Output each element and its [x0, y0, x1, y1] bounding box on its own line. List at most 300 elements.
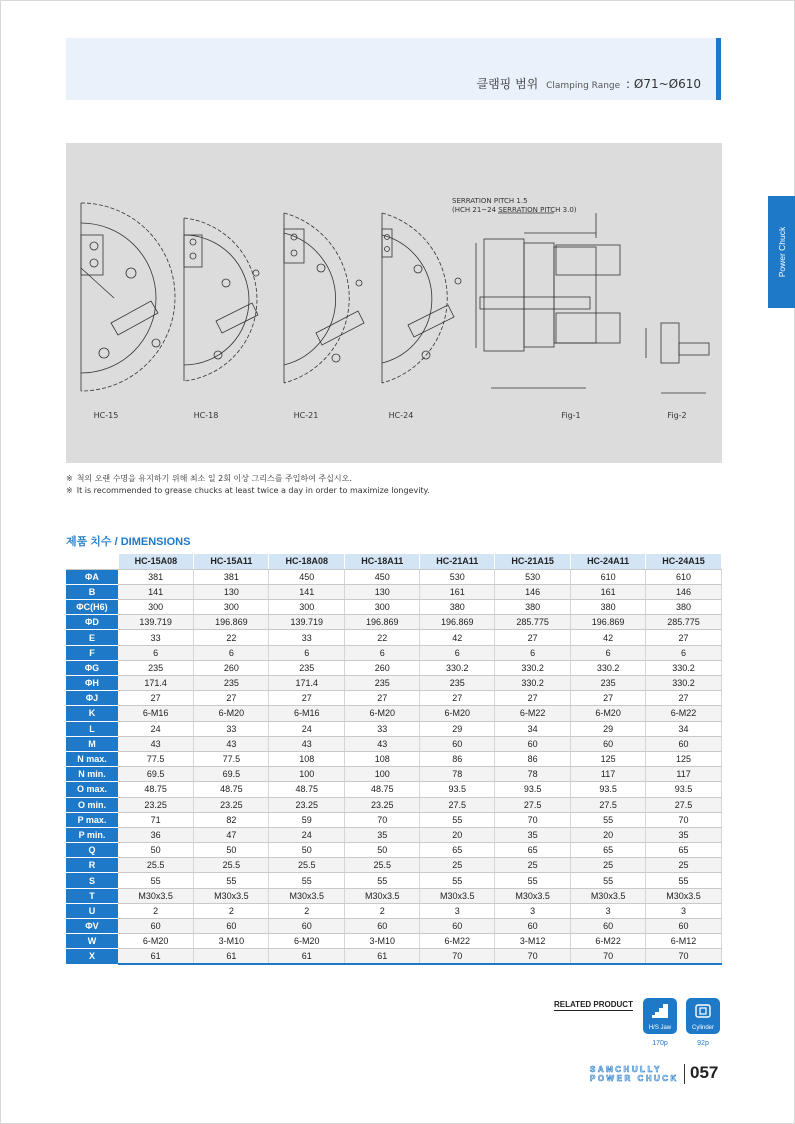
table-cell: 43: [118, 736, 194, 751]
table-cell: 300: [345, 600, 420, 615]
table-cell: 61: [345, 949, 420, 964]
table-cell: 2: [269, 903, 345, 918]
table-cell: 55: [420, 873, 495, 888]
drawing-hc18: [184, 218, 259, 381]
table-row: [66, 691, 722, 706]
table-cell: 60: [194, 919, 269, 934]
table-cell: 171.4: [118, 676, 194, 691]
table-cell: 3: [495, 903, 571, 918]
table-cell: 60: [118, 919, 194, 934]
related-cylinder-label: Cylinder: [691, 1025, 714, 1031]
table-cell: 22: [345, 630, 420, 645]
table-cell: 6-M22: [646, 706, 722, 721]
table-cell: M30x3.5: [571, 888, 646, 903]
table-cell: 260: [345, 660, 420, 675]
table-cell: 2: [194, 903, 269, 918]
row-label: T: [66, 888, 118, 903]
table-cell: 50: [345, 843, 420, 858]
row-label: N min.: [66, 767, 118, 782]
table-cell: 6-M12: [646, 934, 722, 949]
table-cell: 78: [495, 767, 571, 782]
row-label: K: [66, 706, 118, 721]
table-cell: 61: [269, 949, 345, 964]
table-row: [66, 873, 722, 888]
table-corner-cell: [66, 554, 118, 569]
table-row: [66, 782, 722, 797]
table-cell: M30x3.5: [420, 888, 495, 903]
table-cell: 146: [646, 584, 722, 599]
table-cell: 22: [194, 630, 269, 645]
table-cell: 55: [495, 873, 571, 888]
table-cell: 43: [269, 736, 345, 751]
table-cell: 117: [646, 767, 722, 782]
table-cell: 33: [194, 721, 269, 736]
table-cell: 100: [345, 767, 420, 782]
technical-drawings: [66, 143, 722, 463]
table-cell: 27: [571, 691, 646, 706]
table-cell: 70: [646, 812, 722, 827]
table-cell: M30x3.5: [194, 888, 269, 903]
related-hs-jaw-page[interactable]: 170p: [652, 1040, 668, 1047]
table-cell: 6: [194, 645, 269, 660]
table-cell: 3: [420, 903, 495, 918]
table-cell: 3-M10: [194, 934, 269, 949]
table-cell: 6-M22: [420, 934, 495, 949]
table-cell: 77.5: [118, 751, 194, 766]
table-cell: 35: [495, 827, 571, 842]
table-cell: M30x3.5: [269, 888, 345, 903]
table-cell: 235: [269, 660, 345, 675]
table-cell: 381: [118, 569, 194, 584]
table-cell: 25: [571, 858, 646, 873]
table-cell: 27.5: [571, 797, 646, 812]
table-cell: 60: [571, 736, 646, 751]
table-cell: 161: [420, 584, 495, 599]
table-row: [66, 569, 722, 584]
caption-fig1: Fig-1: [561, 411, 581, 420]
table-cell: 25.5: [345, 858, 420, 873]
table-cell: 330.2: [420, 660, 495, 675]
stairs-icon: [651, 1003, 669, 1019]
table-cell: 33: [345, 721, 420, 736]
table-header-row: [66, 554, 722, 569]
table-row: [66, 676, 722, 691]
table-cell: 610: [571, 569, 646, 584]
table-cell: 381: [194, 569, 269, 584]
table-cell: 69.5: [118, 767, 194, 782]
row-label: X: [66, 949, 118, 964]
table-cell: 235: [345, 676, 420, 691]
table-cell: 60: [420, 736, 495, 751]
table-cell: 171.4: [269, 676, 345, 691]
table-row: [66, 858, 722, 873]
table-row: [66, 903, 722, 918]
table-cell: 108: [269, 751, 345, 766]
table-cell: 25.5: [118, 858, 194, 873]
table-cell: M30x3.5: [646, 888, 722, 903]
row-label: U: [66, 903, 118, 918]
row-label: M: [66, 736, 118, 751]
table-cell: 36: [118, 827, 194, 842]
row-label: O max.: [66, 782, 118, 797]
table-cell: 130: [194, 584, 269, 599]
table-row: [66, 660, 722, 675]
table-cell: 27: [646, 630, 722, 645]
column-header: HC-24A15: [646, 554, 722, 569]
table-cell: 33: [118, 630, 194, 645]
table-cell: 139.719: [269, 615, 345, 630]
header-accent-bar: [716, 38, 721, 100]
table-cell: 48.75: [118, 782, 194, 797]
dimensions-table: [66, 554, 722, 965]
dimensions-title: 제품 치수 / DIMENSIONS: [66, 536, 191, 548]
caption-hc15: HC-15: [93, 411, 119, 420]
table-cell: 25.5: [194, 858, 269, 873]
table-cell: 6: [118, 645, 194, 660]
table-cell: 530: [420, 569, 495, 584]
related-hs-jaw-label: H/S Jaw: [648, 1025, 672, 1031]
table-cell: 60: [495, 736, 571, 751]
table-cell: 380: [646, 600, 722, 615]
caption-hc21: HC-21: [293, 411, 319, 420]
table-cell: 300: [269, 600, 345, 615]
drawing-fig2: [646, 323, 709, 393]
table-row: [66, 767, 722, 782]
table-cell: 380: [571, 600, 646, 615]
table-cell: 23.25: [118, 797, 194, 812]
footer-divider: [684, 1064, 685, 1084]
caption-hc18: HC-18: [193, 411, 219, 420]
related-product-label: RELATED PRODUCT: [554, 1000, 633, 1009]
row-label: ΦV: [66, 919, 118, 934]
table-cell: 450: [345, 569, 420, 584]
table-cell: 33: [269, 630, 345, 645]
table-cell: 260: [194, 660, 269, 675]
table-cell: 55: [269, 873, 345, 888]
table-cell: 60: [646, 736, 722, 751]
table-cell: 93.5: [646, 782, 722, 797]
caption-fig2: Fig-2: [667, 411, 687, 420]
table-row: [66, 584, 722, 599]
table-cell: 27: [646, 691, 722, 706]
table-cell: 6-M20: [571, 706, 646, 721]
table-cell: 141: [269, 584, 345, 599]
drawing-hc24: [382, 213, 461, 383]
table-cell: 78: [420, 767, 495, 782]
table-cell: 70: [646, 949, 722, 964]
table-row: [66, 797, 722, 812]
table-cell: 6-M16: [118, 706, 194, 721]
table-cell: 100: [269, 767, 345, 782]
table-cell: 146: [495, 584, 571, 599]
table-cell: 235: [420, 676, 495, 691]
table-cell: 93.5: [571, 782, 646, 797]
table-cell: 77.5: [194, 751, 269, 766]
table-cell: 380: [495, 600, 571, 615]
related-hs-jaw-button[interactable]: [643, 998, 677, 1034]
table-cell: 27: [118, 691, 194, 706]
table-cell: M30x3.5: [495, 888, 571, 903]
table-cell: 300: [118, 600, 194, 615]
table-cell: 48.75: [345, 782, 420, 797]
table-cell: M30x3.5: [118, 888, 194, 903]
row-label: W: [66, 934, 118, 949]
table-cell: 93.5: [420, 782, 495, 797]
table-cell: 55: [194, 873, 269, 888]
column-header: HC-15A08: [118, 554, 194, 569]
grease-notes: [66, 473, 430, 497]
table-row: [66, 888, 722, 903]
table-cell: 530: [495, 569, 571, 584]
table-cell: 196.869: [345, 615, 420, 630]
table-cell: 380: [420, 600, 495, 615]
table-cell: 65: [420, 843, 495, 858]
table-cell: 6: [646, 645, 722, 660]
table-cell: 43: [194, 736, 269, 751]
caption-hc24: HC-24: [388, 411, 414, 420]
table-row: [66, 721, 722, 736]
table-cell: 35: [345, 827, 420, 842]
table-row: [66, 827, 722, 842]
clamping-range-title-ko: 클램핑 범위: [476, 77, 539, 91]
table-cell: 161: [571, 584, 646, 599]
table-cell: 6-M20: [194, 706, 269, 721]
table-cell: 3: [571, 903, 646, 918]
table-cell: 69.5: [194, 767, 269, 782]
table-cell: 23.25: [345, 797, 420, 812]
table-cell: 196.869: [571, 615, 646, 630]
table-cell: 25: [495, 858, 571, 873]
table-cell: 6-M20: [269, 934, 345, 949]
table-row: [66, 706, 722, 721]
table-cell: 196.869: [420, 615, 495, 630]
table-cell: 25: [420, 858, 495, 873]
row-label: ΦA: [66, 569, 118, 584]
column-header: HC-21A15: [495, 554, 571, 569]
table-cell: 93.5: [495, 782, 571, 797]
table-cell: 6-M20: [118, 934, 194, 949]
clamping-range-heading: [476, 75, 701, 92]
row-label: ΦH: [66, 676, 118, 691]
row-label: E: [66, 630, 118, 645]
table-cell: 29: [571, 721, 646, 736]
table-cell: 285.775: [495, 615, 571, 630]
row-label: B: [66, 584, 118, 599]
table-cell: 108: [345, 751, 420, 766]
row-label: L: [66, 721, 118, 736]
table-cell: 196.869: [194, 615, 269, 630]
table-cell: 610: [646, 569, 722, 584]
table-cell: 70: [571, 949, 646, 964]
table-cell: 6-M20: [345, 706, 420, 721]
table-row: [66, 843, 722, 858]
table-cell: 6: [345, 645, 420, 660]
table-cell: 23.25: [269, 797, 345, 812]
table-row: [66, 736, 722, 751]
table-cell: 3: [646, 903, 722, 918]
table-cell: 82: [194, 812, 269, 827]
table-cell: 27: [345, 691, 420, 706]
table-cell: 42: [571, 630, 646, 645]
table-cell: 55: [646, 873, 722, 888]
table-cell: 27.5: [646, 797, 722, 812]
table-cell: 42: [420, 630, 495, 645]
page-number: 057: [690, 1063, 719, 1082]
column-header: HC-18A11: [345, 554, 420, 569]
row-label: S: [66, 873, 118, 888]
table-cell: 24: [269, 827, 345, 842]
row-label: N max.: [66, 751, 118, 766]
table-cell: 47: [194, 827, 269, 842]
brand-line-1: SAMCHULLY: [590, 1065, 662, 1074]
cylinder-icon: [694, 1003, 712, 1019]
table-cell: 65: [571, 843, 646, 858]
table-cell: M30x3.5: [345, 888, 420, 903]
table-row: [66, 812, 722, 827]
serration-note-1: SERRATION PITCH 1.5: [452, 197, 528, 205]
drawing-hc15: [81, 203, 175, 391]
column-header: HC-15A11: [194, 554, 269, 569]
table-cell: 130: [345, 584, 420, 599]
side-tab-power-chuck[interactable]: [768, 196, 795, 308]
table-cell: 24: [269, 721, 345, 736]
side-tab-label: Power Chuck: [776, 226, 787, 278]
table-row: [66, 751, 722, 766]
brand-logo: [590, 1065, 679, 1083]
table-cell: 3-M10: [345, 934, 420, 949]
table-cell: 34: [646, 721, 722, 736]
related-cylinder-page[interactable]: 92p: [697, 1040, 709, 1047]
table-cell: 3-M12: [495, 934, 571, 949]
table-cell: 61: [118, 949, 194, 964]
table-cell: 6-M22: [571, 934, 646, 949]
table-cell: 25: [646, 858, 722, 873]
table-cell: 60: [571, 919, 646, 934]
related-cylinder-button[interactable]: [686, 998, 720, 1034]
table-cell: 59: [269, 812, 345, 827]
row-label: P min.: [66, 827, 118, 842]
table-cell: 125: [646, 751, 722, 766]
table-cell: 330.2: [646, 676, 722, 691]
table-cell: 55: [571, 873, 646, 888]
brand-line-2: POWER CHUCK: [590, 1074, 679, 1083]
table-cell: 2: [118, 903, 194, 918]
table-cell: 27: [269, 691, 345, 706]
table-cell: 50: [269, 843, 345, 858]
table-cell: 86: [495, 751, 571, 766]
table-cell: 60: [646, 919, 722, 934]
row-label: ΦG: [66, 660, 118, 675]
table-cell: 71: [118, 812, 194, 827]
table-row: [66, 630, 722, 645]
table-cell: 6-M22: [495, 706, 571, 721]
table-cell: 43: [345, 736, 420, 751]
table-cell: 86: [420, 751, 495, 766]
table-cell: 50: [118, 843, 194, 858]
table-cell: 20: [420, 827, 495, 842]
table-row: [66, 919, 722, 934]
drawing-hc21: [284, 213, 364, 383]
table-cell: 450: [269, 569, 345, 584]
table-cell: 235: [194, 676, 269, 691]
table-row: [66, 645, 722, 660]
table-cell: 60: [495, 919, 571, 934]
table-cell: 330.2: [495, 660, 571, 675]
table-cell: 65: [646, 843, 722, 858]
table-row: [66, 949, 722, 964]
row-label: R: [66, 858, 118, 873]
table-cell: 141: [118, 584, 194, 599]
table-cell: 61: [194, 949, 269, 964]
table-cell: 125: [571, 751, 646, 766]
row-label: F: [66, 645, 118, 660]
table-cell: 25.5: [269, 858, 345, 873]
table-cell: 24: [118, 721, 194, 736]
table-cell: 27: [495, 691, 571, 706]
row-label: P max.: [66, 812, 118, 827]
table-cell: 117: [571, 767, 646, 782]
table-cell: 300: [194, 600, 269, 615]
table-cell: 60: [269, 919, 345, 934]
row-label: ΦD: [66, 615, 118, 630]
table-cell: 235: [118, 660, 194, 675]
table-cell: 330.2: [571, 660, 646, 675]
table-cell: 55: [571, 812, 646, 827]
table-cell: 6: [420, 645, 495, 660]
table-cell: 70: [345, 812, 420, 827]
column-header: HC-18A08: [269, 554, 345, 569]
table-cell: 55: [420, 812, 495, 827]
table-row: [66, 934, 722, 949]
table-cell: 330.2: [646, 660, 722, 675]
table-cell: 35: [646, 827, 722, 842]
table-cell: 6-M20: [420, 706, 495, 721]
note-en: ※ It is recommended to grease chucks at least twice a day in order to maximize longevity.: [66, 486, 430, 495]
column-header: HC-24A11: [571, 554, 646, 569]
table-cell: 70: [495, 949, 571, 964]
table-row: [66, 600, 722, 615]
row-label: ΦJ: [66, 691, 118, 706]
table-cell: 70: [495, 812, 571, 827]
drawing-fig1: [476, 213, 620, 388]
clamping-range-value: : Ø71~Ø610: [626, 77, 701, 91]
row-label: ΦC(H6): [66, 600, 118, 615]
table-cell: 23.25: [194, 797, 269, 812]
table-cell: 20: [571, 827, 646, 842]
note-ko: ※ 척의 오랜 수명을 유지하기 위해 최소 일 2회 이상 그리스를 주입하여 주십시오.: [66, 474, 352, 483]
table-cell: 70: [420, 949, 495, 964]
table-body: [66, 569, 722, 964]
table-cell: 55: [118, 873, 194, 888]
serration-note-2: (HCH 21~24 SERRATION PITCH 3.0): [452, 206, 577, 214]
table-cell: 27: [194, 691, 269, 706]
table-cell: 27: [420, 691, 495, 706]
table-cell: 65: [495, 843, 571, 858]
table-cell: 50: [194, 843, 269, 858]
drawing-panel: [66, 143, 722, 463]
table-row: [66, 615, 722, 630]
table-cell: 235: [571, 676, 646, 691]
table-cell: 48.75: [269, 782, 345, 797]
table-cell: 6-M16: [269, 706, 345, 721]
row-label: Q: [66, 843, 118, 858]
table-cell: 2: [345, 903, 420, 918]
table-cell: 29: [420, 721, 495, 736]
table-cell: 55: [345, 873, 420, 888]
table-cell: 139.719: [118, 615, 194, 630]
table-cell: 330.2: [495, 676, 571, 691]
table-cell: 60: [345, 919, 420, 934]
